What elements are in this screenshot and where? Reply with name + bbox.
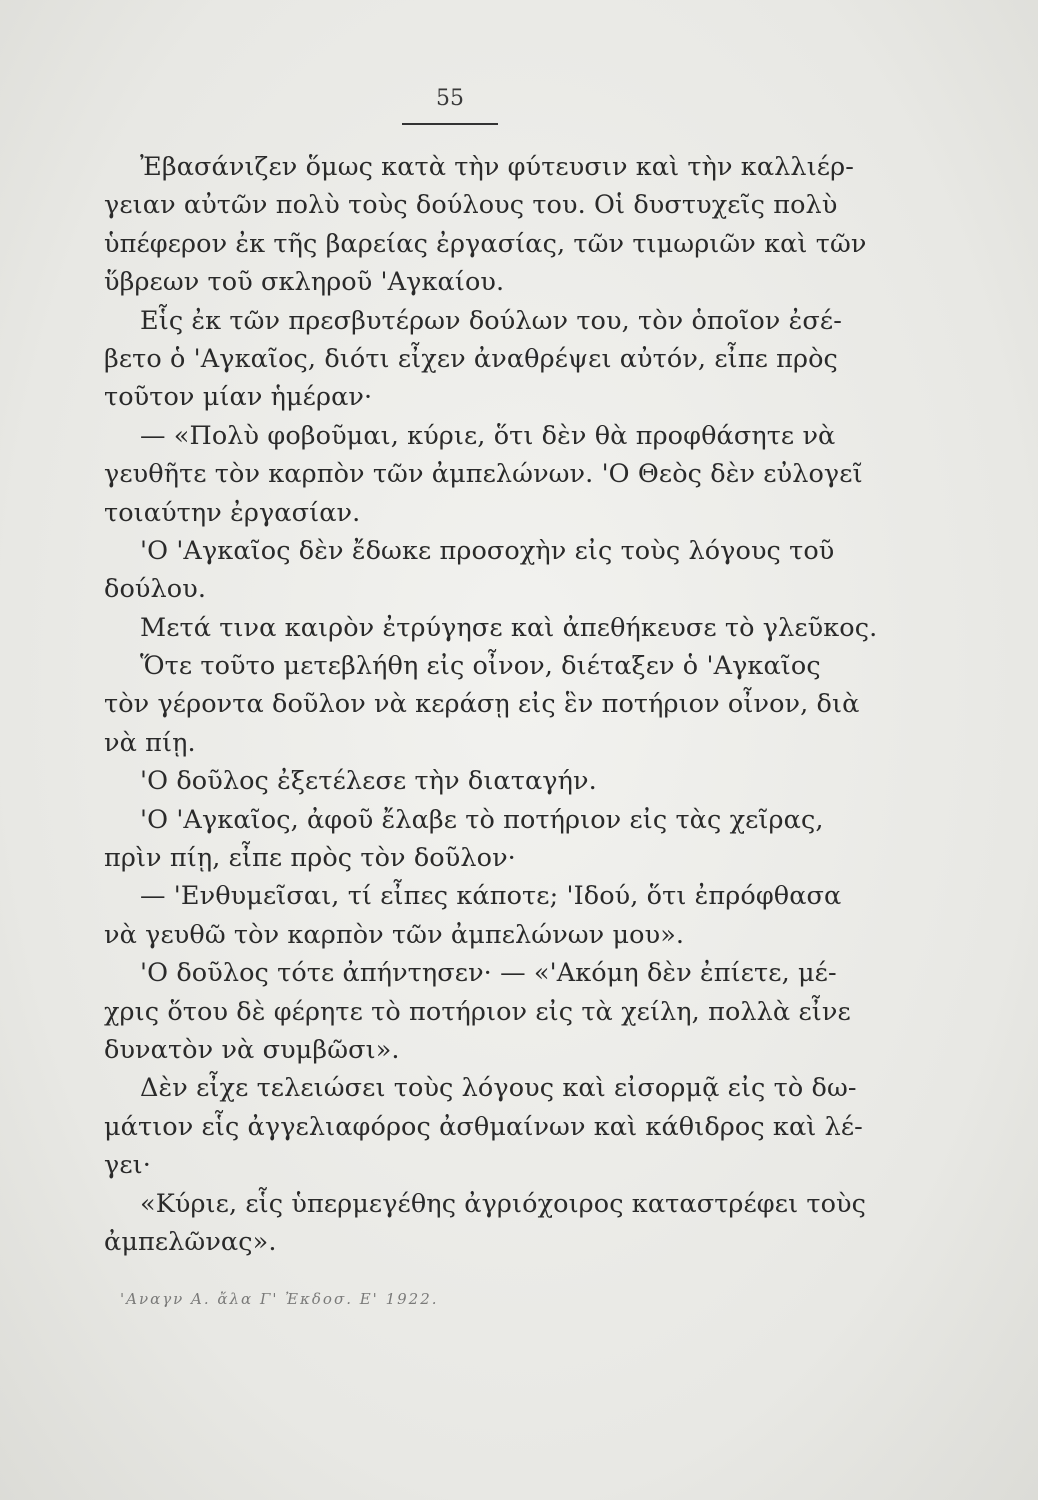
text-line: γευθῆτε τὸν καρπὸν τῶν ἀμπελώνων. 'Ο Θεὸς δὲν εὐλογεῖ bbox=[104, 459, 863, 490]
text-line: ὑπέφερον ἐκ τῆς βαρείας ἐργασίας, τῶν τιμωριῶν καὶ τῶν bbox=[104, 228, 867, 259]
text-line: τὸν γέροντα δοῦλον νὰ κεράσῃ εἰς ἓν ποτήριον οἶνον, διὰ bbox=[104, 689, 860, 720]
text-line: 'Ο δοῦλος τότε ἀπήντησεν· — «'Ακόμη δὲν ἐπίετε, μέ- bbox=[140, 958, 837, 989]
text-line: χρις ὅτου δὲ φέρητε τὸ ποτήριον εἰς τὰ χείλη, πολλὰ εἶνε bbox=[104, 996, 851, 1027]
text-line: Ὅτε τοῦτο μετεβλήθη εἰς οἶνον, διέταξεν ὁ 'Αγκαῖος bbox=[140, 651, 821, 682]
body-text bbox=[104, 148, 878, 1261]
text-line: γειαν αὐτῶν πολὺ τοὺς δούλους του. Οἱ δυστυχεῖς πολὺ bbox=[104, 190, 838, 221]
text-line: νὰ πίῃ. bbox=[104, 727, 196, 758]
text-line: «Κύριε, εἷς ὑπερμεγέθης ἀγριόχοιρος καταστρέφει τοὺς bbox=[140, 1188, 867, 1219]
text-line: Εἷς ἐκ τῶν πρεσβυτέρων δούλων του, τὸν ὁποῖον ἐσέ- bbox=[140, 305, 842, 336]
text-line: ἀμπελῶνας». bbox=[104, 1226, 277, 1257]
page-number-rule bbox=[402, 123, 498, 125]
text-line: Ἐβασάνιζεν ὅμως κατὰ τὴν φύτευσιν καὶ τὴν καλλιέρ- bbox=[140, 152, 854, 182]
text-line: τοιαύτην ἐργασίαν. bbox=[104, 497, 361, 528]
text-line: 'Ο δοῦλος ἐξετέλεσε τὴν διαταγήν. bbox=[140, 766, 597, 797]
text-line: Δὲν εἶχε τελειώσει τοὺς λόγους καὶ εἰσορμᾷ εἰς τὸ δω- bbox=[140, 1073, 857, 1104]
text-line: δούλου. bbox=[104, 574, 207, 605]
text-line: — «Πολὺ φοβοῦμαι, κύριε, ὅτι δὲν θὰ προφθάσητε νὰ bbox=[140, 420, 836, 451]
text-line: δυνατὸν νὰ συμβῶσι». bbox=[104, 1034, 400, 1065]
text-line: 'Ο 'Αγκαῖος δὲν ἔδωκε προσοχὴν εἰς τοὺς λόγους τοῦ bbox=[140, 535, 835, 566]
text-line: Μετά τινα καιρὸν ἐτρύγησε καὶ ἀπεθήκευσε τὸ γλεῦκος. bbox=[140, 612, 878, 643]
text-line: μάτιον εἷς ἀγγελιαφόρος ἀσθμαίνων καὶ κάθιδρος καὶ λέ- bbox=[104, 1111, 863, 1142]
text-line: τοῦτον μίαν ἡμέραν· bbox=[104, 382, 373, 413]
page-number: 55 bbox=[436, 86, 464, 111]
text-line: ὕβρεων τοῦ σκληροῦ 'Αγκαίου. bbox=[104, 267, 505, 298]
text-line: γει· bbox=[104, 1150, 151, 1181]
footer-note: 'Αναγν Α. ἄλα Γ' Ἐκδοσ. Ε' 1922. bbox=[120, 1290, 439, 1308]
text-line: — 'Ενθυμεῖσαι, τί εἶπες κάποτε; 'Ιδού, ὅτι ἐπρόφθασα bbox=[140, 881, 842, 912]
text-line: νὰ γευθῶ τὸν καρπὸν τῶν ἀμπελώνων μου». bbox=[104, 919, 685, 950]
text-line: 'Ο 'Αγκαῖος, ἀφοῦ ἔλαβε τὸ ποτήριον εἰς τὰς χεῖρας, bbox=[140, 804, 824, 835]
text-line: βετο ὁ 'Αγκαῖος, διότι εἶχεν ἀναθρέψει αὐτόν, εἶπε πρὸς bbox=[104, 343, 838, 374]
text-line: πρὶν πίῃ, εἶπε πρὸς τὸν δοῦλον· bbox=[104, 843, 516, 874]
